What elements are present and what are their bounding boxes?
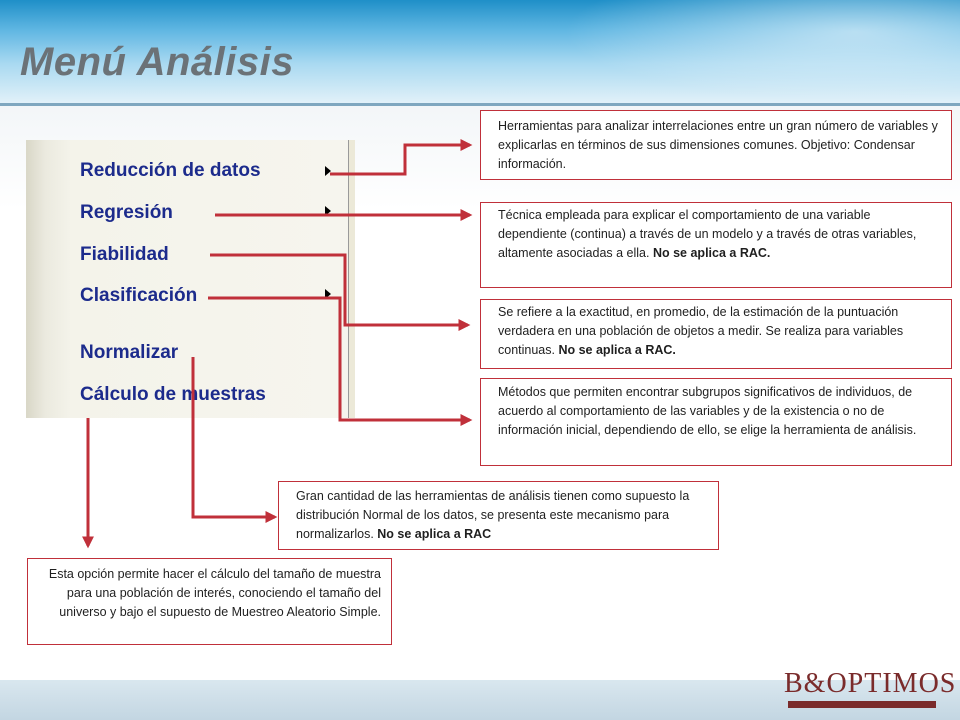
description-clasificacion-text: Métodos que permiten encontrar subgrupos significativos de individuos, de acuerdo al comportamiento de las variables y de la existencia o no de información inicial, dependiendo de ello, se elige la herramienta de análisis. (498, 385, 917, 437)
description-regresion-text: Técnica empleada para explicar el comportamiento de una variable dependiente (continua) a través de un modelo y a través de otras variables, altamente asociadas a ella. (498, 208, 917, 260)
menu-item-normalizar[interactable]: Normalizar (80, 342, 179, 363)
description-reduccion (480, 110, 952, 180)
menu-item-regresion[interactable]: Regresión (80, 202, 173, 223)
description-normalizar-note: No se aplica a RAC (377, 527, 492, 541)
connector-reduccion (330, 145, 470, 174)
connector-clasificacion (208, 298, 470, 420)
menu-item-fiabilidad[interactable]: Fiabilidad (80, 244, 169, 265)
description-fiabilidad-text: Se refiere a la exactitud, en promedio, de la estimación de la puntuación verdadera en una población de objetos a medir. Se realiza para variables continuas. (498, 305, 904, 357)
page-title: Menú Análisis (20, 40, 294, 84)
description-fiabilidad (480, 299, 952, 369)
company-logo (784, 666, 957, 712)
logo-underline (788, 701, 936, 708)
description-regresion-note: No se aplica a RAC. (652, 246, 771, 260)
menu-item-clasificacion[interactable]: Clasificación (80, 285, 198, 306)
description-fiabilidad-note: No se aplica a RAC. (558, 343, 676, 357)
description-calculo (27, 558, 392, 645)
description-calculo-text: Esta opción permite hacer el cálculo del tamaño de muestra para una población de interés, conociendo el tamaño del universo y bajo el supuesto de Muestreo Aleatorio Simple. (48, 567, 381, 619)
description-normalizar-text: Gran cantidad de las herramientas de análisis tienen como supuesto la distribución Normal de los datos, se presenta este mecanismo para normalizarlos. (296, 489, 690, 541)
connector-normalizar (193, 357, 275, 517)
description-regresion (480, 202, 952, 288)
description-normalizar (278, 481, 719, 550)
description-reduccion-text: Herramientas para analizar interrelaciones entre un gran número de variables y explicarlas en términos de sus dimensiones comunes. Objetivo: Condensar información. (498, 119, 938, 171)
menu-item-reduccion[interactable]: Reducción de datos (80, 160, 261, 181)
description-clasificacion (480, 378, 952, 466)
logo-text: B&OPTIMOS (784, 668, 957, 699)
menu-item-calculo-muestras[interactable]: Cálculo de muestras (80, 384, 266, 405)
